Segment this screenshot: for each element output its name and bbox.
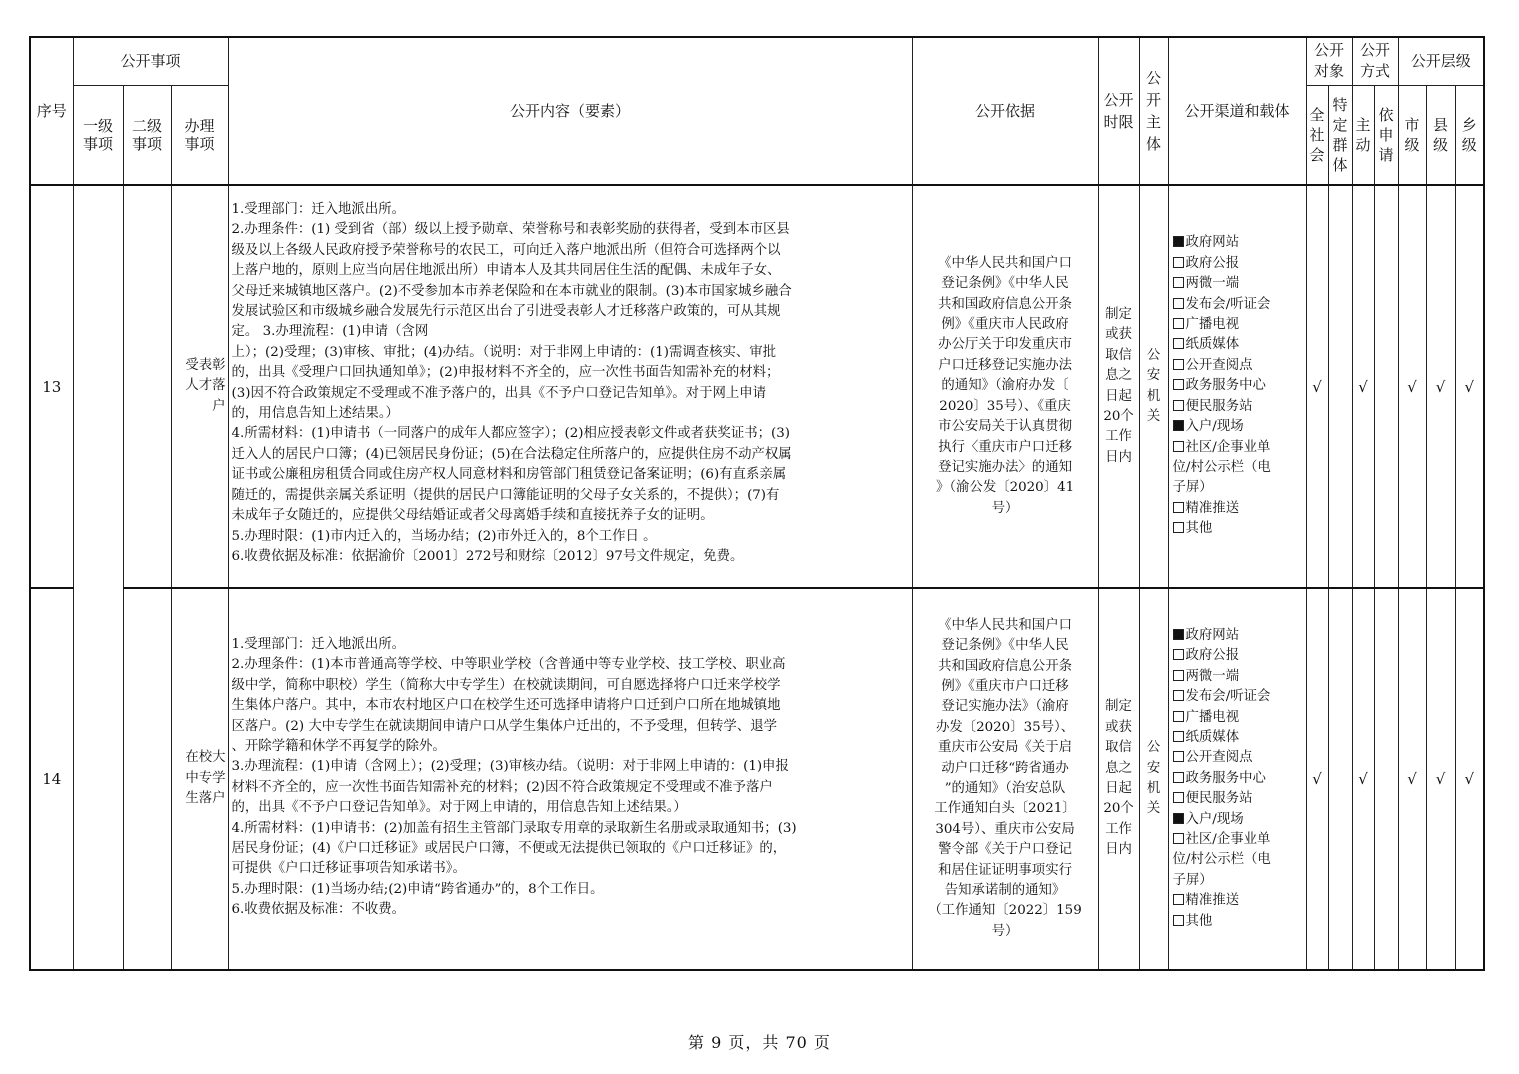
unchecked-box-icon bbox=[1173, 711, 1184, 722]
unchecked-box-icon bbox=[1173, 690, 1184, 701]
text-line: 动户口迁移“跨省通办 bbox=[941, 760, 1069, 776]
text-line: 6.收费依据及标准：依据渝价〔2001〕272号和财综〔2012〕97号文件规定，免费。 bbox=[231, 548, 744, 564]
text-line: 机 bbox=[1146, 781, 1161, 796]
text-line: 《中华人民共和国户口 bbox=[938, 255, 1072, 271]
unchecked-box-icon bbox=[1173, 359, 1184, 370]
unchecked-box-icon bbox=[1173, 751, 1184, 762]
channel-label: 入户/现场 bbox=[1185, 811, 1244, 827]
text-line: 的，出具《不予户口登记告知单》。对于网上申请的，用信息告知上述结果。） bbox=[231, 800, 687, 816]
channel-item bbox=[1173, 499, 1306, 519]
channel-label: 政务服务中心 bbox=[1185, 378, 1266, 394]
text-line: 2.办理条件：(1) 受到省（部）级以上授予勋章、荣誉称号和表彰奖励的获得者，受到本市区县 bbox=[231, 222, 790, 238]
unchecked-box-icon bbox=[1173, 502, 1184, 513]
row-mark-request bbox=[1374, 185, 1398, 588]
text-line: 或获 bbox=[1105, 327, 1132, 343]
text-line: 息之 bbox=[1105, 368, 1132, 384]
text-line: 6.收费依据及标准：不收费。 bbox=[231, 902, 405, 918]
channel-item bbox=[1173, 315, 1306, 335]
channel-label: 社区/企事业单 bbox=[1185, 439, 1271, 455]
channel-item bbox=[1173, 397, 1306, 417]
text-line: 父母迁来城镇地区落户。(2)不受参加本市养老保险和在本市就业的限制。(3)本市国家城乡融合 bbox=[231, 283, 792, 299]
text-line: ”的通知》（治安总队 bbox=[944, 781, 1066, 796]
channel-label: 政府公报 bbox=[1185, 648, 1240, 664]
channel-label: 发布会/听证会 bbox=[1185, 689, 1271, 705]
text-line: 和居住证证明事项实行 bbox=[938, 862, 1072, 878]
text-line: 生集体户落户。其中，本市农村地区户口在校学生还可选择申请将户口迁到户口所在地城镇地 bbox=[231, 698, 781, 714]
row-handle-item bbox=[171, 185, 228, 588]
row-mark-active: √ bbox=[1352, 185, 1374, 588]
text-line: 20个 bbox=[1103, 408, 1134, 424]
text-line: 号） bbox=[991, 923, 1019, 939]
header-handle bbox=[171, 85, 228, 185]
text-line: 公 bbox=[1146, 347, 1161, 363]
channel-label: 入户/现场 bbox=[1185, 419, 1244, 435]
channel-label-cont: 子屏） bbox=[1172, 480, 1213, 496]
row-content bbox=[228, 588, 912, 970]
channel-label: 政府公报 bbox=[1185, 255, 1240, 271]
text-line: 警令部《关于户口登记 bbox=[938, 842, 1072, 858]
text-line: 4.所需材料：(1)申请书（一同落户的成年人都应签字）；(2)相应授表彰文件或者获奖证书；(3) bbox=[231, 426, 790, 442]
channel-item bbox=[1173, 769, 1306, 789]
unchecked-box-icon bbox=[1173, 792, 1184, 803]
channel-item bbox=[1173, 708, 1306, 728]
channel-label-cont: 位/村公示栏（电 bbox=[1172, 459, 1271, 475]
text-line: 日内 bbox=[1105, 449, 1132, 465]
row-mark-city: √ bbox=[1398, 588, 1426, 970]
text-line: 制定 bbox=[1105, 306, 1132, 322]
row-handle-item bbox=[171, 588, 228, 970]
h-hd-text: 办理事项 bbox=[184, 116, 215, 153]
unchecked-box-icon bbox=[1173, 731, 1184, 742]
header-subject bbox=[1139, 37, 1168, 185]
channel-item bbox=[1173, 438, 1306, 458]
text-line: 例》《重庆市户口迁移 bbox=[941, 678, 1069, 694]
channel-label: 公开查阅点 bbox=[1185, 357, 1253, 373]
text-line: 材料不齐全的，应一次性书面告知需补充的材料；(2)因不符合政策规定不受理或不准予落户 bbox=[231, 779, 773, 795]
vertical-header-text: 全社会 bbox=[1309, 105, 1325, 164]
channel-item bbox=[1173, 356, 1306, 376]
text-block bbox=[1101, 697, 1137, 860]
text-line: 2.办理条件：(1)本市普通高等学校、中等职业学校（含普通中等专业学校、技工学校、职业高 bbox=[231, 657, 786, 673]
disclosure-table bbox=[29, 36, 1485, 971]
header-mode-request bbox=[1374, 85, 1398, 185]
channel-item bbox=[1173, 912, 1306, 932]
text-line: 日起 bbox=[1105, 388, 1132, 404]
vertical-header-text: 县级 bbox=[1433, 115, 1449, 154]
text-line: 居民身份证；(4)《户口迁移证》或居民户口簿，不便或无法提供已领取的《户口迁移证》的， bbox=[231, 841, 787, 857]
vertical-header-text: 主动 bbox=[1355, 115, 1371, 154]
text-line: 上）；(2)受理；(3)审核、审批；(4)办结。（说明：对于非网上申请的：(1)需调查核实、审批 bbox=[231, 344, 777, 360]
header-level-city bbox=[1398, 85, 1426, 185]
text-line: 上落户地的，原则上应当向居住地派出所）申请本人及其共同居住生活的配偶、未成年子女、 bbox=[231, 263, 781, 279]
text-line: 办发〔2020〕35号）、 bbox=[935, 719, 1075, 735]
h-time-text: 公开时限 bbox=[1103, 91, 1134, 131]
text-line: 20个 bbox=[1103, 801, 1134, 817]
text-line: 级中学，简称中职校）学生（简称大中专学生）在校就读期间，可自愿选择将户口迁来学校学 bbox=[231, 677, 781, 693]
text-line: 机 bbox=[1146, 388, 1161, 404]
channel-item bbox=[1173, 667, 1306, 687]
channel-item bbox=[1173, 789, 1306, 809]
text-line: 登记条例》《中华人民 bbox=[941, 276, 1069, 292]
channel-label: 政府网站 bbox=[1185, 627, 1240, 643]
handle-item-text: 在校大中专学生落户 bbox=[185, 750, 226, 807]
channel-item bbox=[1173, 376, 1306, 396]
checked-box-icon bbox=[1173, 629, 1184, 640]
text-line: （工作通知〔2022〕159 bbox=[928, 903, 1082, 919]
text-line: 》（渝公发〔2020〕41 bbox=[935, 480, 1075, 496]
text-line: 1.受理部门：迁入地派出所。 bbox=[231, 202, 405, 217]
checked-box-icon bbox=[1173, 236, 1184, 247]
row-basis bbox=[912, 185, 1098, 588]
channel-item bbox=[1173, 891, 1306, 911]
text-line: 办公厅关于印发重庆市 bbox=[938, 337, 1072, 353]
row-mark-request bbox=[1374, 588, 1398, 970]
text-line: 区落户。(2) 大中专学生在就读期间申请户口从学生集体户迁出的，不予受理，但转学、退学 bbox=[231, 718, 777, 734]
header-level-town bbox=[1455, 85, 1484, 185]
header-level2 bbox=[123, 85, 171, 185]
row-seq: 14 bbox=[30, 588, 73, 970]
channel-label: 政府网站 bbox=[1185, 235, 1240, 251]
h-l1-text: 一级事项 bbox=[82, 116, 113, 153]
text-block bbox=[917, 254, 1094, 519]
row-mark-active: √ bbox=[1352, 588, 1374, 970]
text-line: 户口迁移登记实施办法 bbox=[938, 357, 1072, 373]
text-line: 安 bbox=[1146, 760, 1161, 776]
row-subject bbox=[1139, 185, 1168, 588]
header-matter: 公开事项 bbox=[73, 37, 228, 85]
handle-item-text: 受表彰人才落户 bbox=[185, 357, 226, 414]
text-line: 取信 bbox=[1105, 347, 1132, 363]
channel-item bbox=[1173, 274, 1306, 294]
text-line: 息之 bbox=[1105, 760, 1132, 776]
unchecked-box-icon bbox=[1173, 522, 1184, 533]
header-mode-active bbox=[1352, 85, 1374, 185]
row-basis bbox=[912, 588, 1098, 970]
text-line: 5.办理时限：(1)市内迁入的，当场办结；(2)市外迁入的，8个工作日 。 bbox=[231, 528, 657, 544]
text-line: 4.所需材料：(1)申请书：(2)加盖有招生主管部门录取专用章的录取新生名册或录取通知书；(3) bbox=[231, 820, 797, 836]
text-line: 或获 bbox=[1105, 719, 1132, 735]
text-line: 《中华人民共和国户口 bbox=[938, 617, 1072, 633]
channel-item bbox=[1173, 335, 1306, 355]
text-line: 随迁的，需提供亲属关系证明（提供的居民户口簿能证明的父母子女关系的，不提供）；(7)有 bbox=[231, 487, 780, 503]
row-content bbox=[228, 185, 912, 588]
row-level2-item bbox=[123, 588, 171, 970]
vertical-header-text: 依申请 bbox=[1378, 105, 1394, 164]
h-l2-text: 二级事项 bbox=[131, 116, 162, 153]
text-line: 登记实施办法》（渝府 bbox=[941, 699, 1069, 715]
channel-item bbox=[1173, 417, 1306, 437]
row-mark-town: √ bbox=[1455, 185, 1484, 588]
row-mark-specific bbox=[1328, 588, 1352, 970]
text-block bbox=[917, 616, 1094, 943]
channel-label: 其他 bbox=[1185, 913, 1213, 929]
unchecked-box-icon bbox=[1173, 338, 1184, 349]
text-line: 登记实施办法〉的通知 bbox=[938, 459, 1072, 475]
text-line: 登记条例》《中华人民 bbox=[941, 638, 1069, 654]
text-line: 工作通知白头〔2021〕 bbox=[934, 801, 1076, 817]
row-mark-county: √ bbox=[1426, 588, 1455, 970]
text-block bbox=[1140, 346, 1168, 428]
channel-item bbox=[1173, 728, 1306, 748]
channel-label: 精准推送 bbox=[1185, 893, 1240, 909]
h-mode-text: 公开方式 bbox=[1360, 41, 1391, 81]
text-line: 未成年子女随迁的，应提供父母结婚证或者父母离婚手续和直接抚养子女的证明。 bbox=[231, 508, 714, 524]
channel-item bbox=[1173, 748, 1306, 768]
text-line: 重庆市公安局《关于启 bbox=[938, 740, 1072, 756]
header-basis: 公开依据 bbox=[912, 37, 1098, 185]
header-target bbox=[1306, 37, 1352, 85]
text-block bbox=[232, 186, 910, 567]
text-line: 制定 bbox=[1105, 699, 1132, 715]
channel-label: 其他 bbox=[1185, 521, 1213, 537]
checked-box-icon bbox=[1173, 420, 1184, 431]
unchecked-box-icon bbox=[1173, 379, 1184, 390]
channel-label-cont: 子屏） bbox=[1172, 872, 1213, 888]
channel-item bbox=[1173, 519, 1306, 539]
channel-item bbox=[1173, 687, 1306, 707]
text-line: 安 bbox=[1146, 368, 1161, 384]
row-time-limit bbox=[1098, 185, 1139, 588]
channel-item bbox=[1173, 810, 1306, 830]
header-level1 bbox=[73, 85, 123, 185]
text-line: 取信 bbox=[1105, 740, 1132, 756]
text-line: 共和国政府信息公开条 bbox=[938, 658, 1072, 674]
text-block bbox=[1140, 738, 1168, 820]
row-channels bbox=[1168, 588, 1306, 970]
channel-label: 两微一端 bbox=[1185, 668, 1240, 684]
text-line: 关 bbox=[1146, 408, 1161, 424]
row-mark-county: √ bbox=[1426, 185, 1455, 588]
unchecked-box-icon bbox=[1173, 277, 1184, 288]
vertical-header-text: 特定群体 bbox=[1332, 95, 1348, 174]
channel-item bbox=[1173, 295, 1306, 315]
unchecked-box-icon bbox=[1173, 915, 1184, 926]
checked-box-icon bbox=[1173, 813, 1184, 824]
text-line: 、开除学籍和休学不再复学的除外。 bbox=[231, 739, 446, 755]
channel-label: 发布会/听证会 bbox=[1185, 296, 1271, 312]
unchecked-box-icon bbox=[1173, 318, 1184, 329]
header-channels: 公开渠道和载体 bbox=[1168, 37, 1306, 185]
channel-item bbox=[1173, 830, 1306, 850]
channel-label: 便民服务站 bbox=[1185, 398, 1253, 414]
text-line: 关 bbox=[1146, 801, 1161, 817]
row-subject bbox=[1139, 588, 1168, 970]
unchecked-box-icon bbox=[1173, 833, 1184, 844]
channel-item bbox=[1173, 626, 1306, 646]
row-level2-item bbox=[123, 185, 171, 588]
text-line: 发展试验区和市级城乡融合发展先行示范区出台了引进受表彰人才迁移落户政策的，可从其规 bbox=[231, 304, 781, 320]
row-mark-specific bbox=[1328, 185, 1352, 588]
text-line: 的，出具《受理户口回执通知单》；(2)申报材料不齐全的，应一次性书面告知需补充的材料； bbox=[231, 365, 780, 381]
text-line: 5.办理时限：(1)当场办结;(2)申请“跨省通办”的，8个工作日。 bbox=[231, 881, 604, 897]
row-mark-city: √ bbox=[1398, 185, 1426, 588]
channel-label: 公开查阅点 bbox=[1185, 750, 1253, 766]
h-subject-text: 公开主体 bbox=[1146, 69, 1162, 153]
channel-label: 广播电视 bbox=[1185, 709, 1240, 725]
vertical-header-text: 市级 bbox=[1404, 115, 1420, 154]
row-mark-all: √ bbox=[1306, 185, 1328, 588]
channel-item bbox=[1173, 646, 1306, 666]
header-target-specific bbox=[1328, 85, 1352, 185]
header-level: 公开层级 bbox=[1398, 37, 1484, 85]
text-line: 工作 bbox=[1105, 821, 1132, 837]
text-line: 迁入人的居民户口簿；(4)已领居民身份证；(5)在合法稳定住所落户的，应提供住房不动产权属 bbox=[231, 446, 792, 462]
text-line: 定。 3.办理流程：(1)申请（含网 bbox=[231, 324, 429, 340]
text-line: 市公安局关于认真贯彻 bbox=[938, 419, 1072, 435]
header-level-county bbox=[1426, 85, 1455, 185]
unchecked-box-icon bbox=[1173, 670, 1184, 681]
channel-label: 纸质媒体 bbox=[1185, 337, 1240, 353]
row-time-limit bbox=[1098, 588, 1139, 970]
header-seq: 序号 bbox=[30, 37, 73, 185]
text-block bbox=[232, 589, 910, 921]
channel-label: 政务服务中心 bbox=[1185, 770, 1266, 786]
unchecked-box-icon bbox=[1173, 894, 1184, 905]
header-mode bbox=[1352, 37, 1398, 85]
text-line: 工作 bbox=[1105, 429, 1132, 445]
text-line: 日内 bbox=[1105, 842, 1132, 858]
text-line: (3)因不符合政策规定不受理或不准予落户的，出具《不予户口登记告知单》。对于网上申请 bbox=[231, 385, 767, 401]
text-line: 公 bbox=[1146, 740, 1161, 756]
unchecked-box-icon bbox=[1173, 298, 1184, 309]
channel-label: 精准推送 bbox=[1185, 500, 1240, 516]
unchecked-box-icon bbox=[1173, 441, 1184, 452]
channel-label-cont: 位/村公示栏（电 bbox=[1172, 852, 1271, 868]
channel-label: 两微一端 bbox=[1185, 276, 1240, 292]
row-channels bbox=[1168, 185, 1306, 588]
row-mark-all: √ bbox=[1306, 588, 1328, 970]
channel-label: 社区/企事业单 bbox=[1185, 832, 1271, 848]
channel-list bbox=[1173, 233, 1306, 539]
h-target-text: 公开对象 bbox=[1314, 41, 1345, 81]
unchecked-box-icon bbox=[1173, 772, 1184, 783]
text-line: 日起 bbox=[1105, 781, 1132, 796]
page-footer: 第 9 页，共 70 页 bbox=[688, 1033, 831, 1052]
text-line: 号） bbox=[991, 500, 1019, 516]
header-target-all bbox=[1306, 85, 1328, 185]
text-line: 例》《重庆市人民政府 bbox=[941, 317, 1069, 333]
header-time-limit bbox=[1098, 37, 1139, 185]
text-block bbox=[1101, 305, 1137, 468]
header-content: 公开内容（要素） bbox=[228, 37, 912, 185]
channel-item bbox=[1173, 233, 1306, 253]
text-line: 告知承诺制的通知》 bbox=[944, 883, 1066, 899]
text-line: 3.办理流程：(1)申请（含网上）；(2)受理；(3)审核办结。（说明：对于非网上申请的：(1)申报 bbox=[231, 759, 789, 775]
text-line: 2020〕35号）、《重庆 bbox=[939, 398, 1071, 414]
text-line: 1.受理部门：迁入地派出所。 bbox=[231, 637, 405, 652]
unchecked-box-icon bbox=[1173, 257, 1184, 268]
text-line: 证书或公廉租房租赁合同或住房产权人同意材料和房管部门租赁登记备案证明；(6)有直系亲属 bbox=[231, 467, 787, 483]
row-level1-item bbox=[73, 185, 123, 970]
channel-list bbox=[1173, 626, 1306, 932]
channel-label: 便民服务站 bbox=[1185, 791, 1253, 807]
unchecked-box-icon bbox=[1173, 400, 1184, 411]
text-line: 304号）、重庆市公安局 bbox=[935, 821, 1075, 837]
text-line: 执行〈重庆市户口迁移 bbox=[938, 439, 1072, 455]
vertical-header-text: 乡级 bbox=[1461, 115, 1477, 154]
row-mark-town: √ bbox=[1455, 588, 1484, 970]
unchecked-box-icon bbox=[1173, 649, 1184, 660]
text-line: 的通知》（渝府办发〔 bbox=[941, 378, 1069, 394]
text-line: 的，用信息告知上述结果。） bbox=[231, 406, 399, 422]
text-line: 级及以上各级人民政府授予荣誉称号的农民工，可向迁入落户地派出所（但符合可选择两个以 bbox=[231, 242, 781, 258]
row-seq: 13 bbox=[30, 185, 73, 588]
channel-label: 纸质媒体 bbox=[1185, 729, 1240, 745]
channel-item bbox=[1173, 254, 1306, 274]
text-line: 共和国政府信息公开条 bbox=[938, 296, 1072, 312]
text-line: 可提供《户口迁移证事项告知承诺书》。 bbox=[231, 861, 466, 877]
channel-label: 广播电视 bbox=[1185, 317, 1240, 333]
